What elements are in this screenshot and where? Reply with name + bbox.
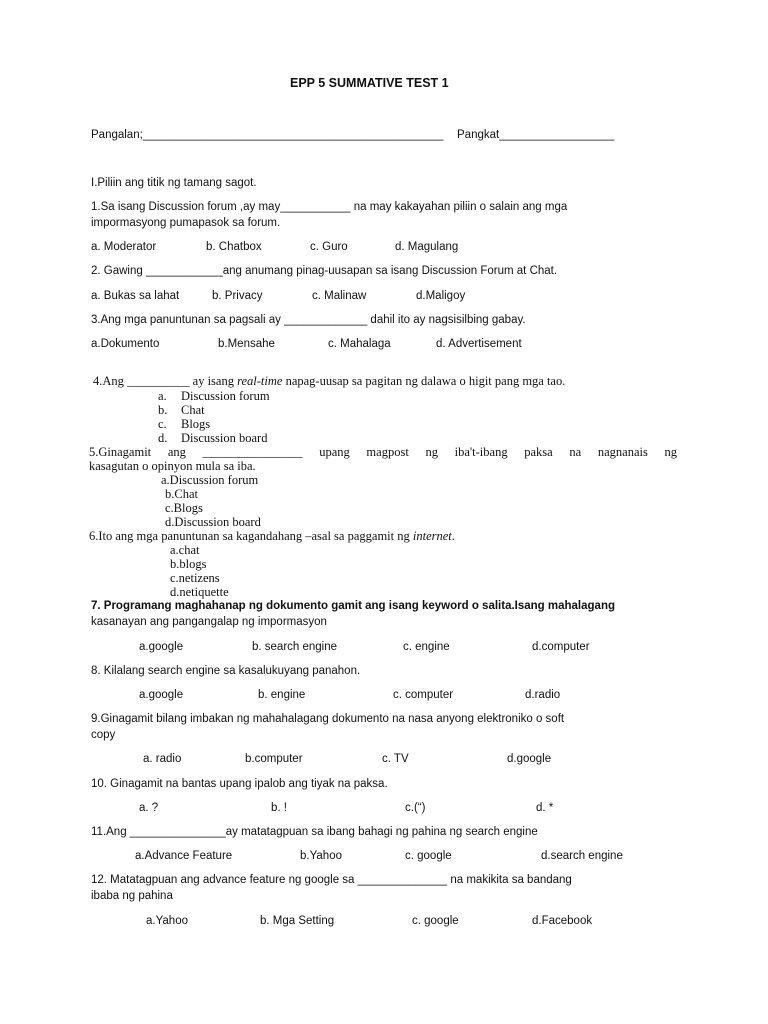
question-11-option-d: d.search engine <box>541 850 623 862</box>
question-2-line-1: 2. Gawing ____________ang anumang pinag-uusapan sa isang Discussion Forum at Chat. <box>91 265 558 277</box>
question-11-option-c: c. google <box>405 850 452 862</box>
question-1-option-a: a. Moderator <box>91 241 157 253</box>
question-7-line-1: 7. Programang maghahanap ng dokumento gamit ang isang keyword o salita.Isang mahalagang <box>91 600 615 612</box>
question-4-line-1 <box>93 374 565 388</box>
question-1-line-2: impormasyong pumapasok sa forum. <box>91 217 281 229</box>
question-10-option-d: d. * <box>536 802 554 814</box>
question-4-option-c: Blogs <box>181 417 211 431</box>
question-8-option-c: c. computer <box>393 689 454 701</box>
question-1-option-b: b. Chatbox <box>206 241 262 253</box>
question-1-option-c: c. Guro <box>310 241 348 253</box>
question-4-text-b: napag-uusap sa pagitan ng dalawa o higit pang mga tao. <box>282 374 566 388</box>
question-10-line-1: 10. Ginagamit na bantas upang ipalob ang tiyak na paksa. <box>91 778 388 790</box>
question-9-option-d: d.google <box>507 753 552 765</box>
question-8-option-d: d.radio <box>525 689 561 701</box>
question-6-option-d: d.netiquette <box>170 585 229 599</box>
question-12-option-a: a.Yahoo <box>146 915 188 927</box>
question-11-line-1: 11.Ang _______________ay matatagpuan sa ibang bahagi ng pahina ng search engine <box>91 826 538 838</box>
question-7-option-c: c. engine <box>403 641 450 653</box>
question-6-option-a: a.chat <box>170 543 200 557</box>
question-11-option-b: b.Yahoo <box>300 850 342 862</box>
question-2-option-d: d.Maligoy <box>416 290 466 302</box>
question-5-option-d: d.Discussion board <box>165 515 261 529</box>
question-12-option-d: d.Facebook <box>532 915 593 927</box>
question-4-option-b-letter: b. <box>158 403 168 417</box>
question-4-option-a-letter: a. <box>158 389 167 403</box>
question-7-option-d: d.computer <box>532 641 590 653</box>
question-6-text-b: . <box>451 529 455 543</box>
question-4-text-a: 4.Ang __________ ay isang <box>93 374 238 388</box>
question-2-option-b: b. Privacy <box>212 290 263 302</box>
question-7-option-a: a.google <box>139 641 184 653</box>
question-3-line-1: 3.Ang mga panuntunan sa pagsali ay _____________ dahil ito ay nagsisilbing gabay. <box>91 314 526 326</box>
section-field-line: Pangkat__________________ <box>457 129 615 141</box>
name-field-line: Pangalan;_______________________________________________ <box>91 129 444 141</box>
question-5-line-1: 5.Ginagamit ang ________________ upang magpost ng iba't-ibang paksa na nagnanais ng <box>89 445 677 459</box>
question-5-option-a: a.Discussion forum <box>161 473 259 487</box>
question-5-option-b: b.Chat <box>165 487 198 501</box>
question-4-option-d: Discussion board <box>181 431 268 445</box>
question-5-line-2: kasagutan o opinyon mula sa iba. <box>89 459 256 473</box>
question-10-option-a: a. ? <box>139 802 159 814</box>
question-6-option-b: b.blogs <box>170 557 207 571</box>
question-2-option-c: c. Malinaw <box>312 290 367 302</box>
question-3-option-d: d. Advertisement <box>436 338 522 350</box>
question-12-option-c: c. google <box>412 915 459 927</box>
question-4-option-b: Chat <box>181 403 205 417</box>
question-4-option-a: Discussion forum <box>181 389 270 403</box>
question-11-option-a: a.Advance Feature <box>135 850 233 862</box>
question-8-option-b: b. engine <box>258 689 306 701</box>
question-9-option-c: c. TV <box>382 753 409 765</box>
question-10-option-c: c.(“) <box>405 802 426 814</box>
question-9-line-1: 9.Ginagamit bilang imbakan ng mahahalagang dokumento na nasa anyong elektroniko o soft <box>91 713 565 725</box>
instruction: I.Piliin ang titik ng tamang sagot. <box>91 177 257 189</box>
question-12-line-1: 12. Matatagpuan ang advance feature ng google sa ______________ na makikita sa bandang <box>91 874 572 886</box>
question-8-option-a: a.google <box>139 689 184 701</box>
question-6-text-a: 6.Ito ang mga panuntunan sa kagandahang –asal sa paggamit ng <box>89 529 413 543</box>
question-6-option-c: c.netizens <box>170 571 220 585</box>
page-title: EPP 5 SUMMATIVE TEST 1 <box>290 76 449 90</box>
question-3-option-c: c. Mahalaga <box>328 338 391 350</box>
question-9-option-a: a. radio <box>143 753 182 765</box>
question-4-italic-term: real-time <box>237 374 283 388</box>
question-12-option-b: b. Mga Setting <box>260 915 335 927</box>
question-5-option-c: c.Blogs <box>165 501 203 515</box>
question-7-line-2: kasanayan ang pangangalap ng impormasyon <box>91 616 327 628</box>
question-4-option-d-letter: d. <box>158 431 168 445</box>
question-8-line-1: 8. Kilalang search engine sa kasalukuyang panahon. <box>91 665 361 677</box>
question-3-option-a: a.Dokumento <box>91 338 160 350</box>
question-1-line-1: 1.Sa isang Discussion forum ,ay may___________ na may kakayahan piliin o salain ang mga <box>91 201 568 213</box>
question-6-italic-term: internet <box>412 529 452 543</box>
question-3-option-b: b.Mensahe <box>218 338 275 350</box>
question-10-option-b: b. ! <box>271 802 287 814</box>
question-12-line-2: ibaba ng pahina <box>91 890 173 902</box>
question-1-option-d: d. Magulang <box>395 241 459 253</box>
question-2-option-a: a. Bukas sa lahat <box>91 290 180 302</box>
question-4-option-c-letter: c. <box>158 417 167 431</box>
question-7-option-b: b. search engine <box>252 641 338 653</box>
question-9-option-b: b.computer <box>245 753 303 765</box>
question-9-line-2: copy <box>91 729 116 741</box>
question-6-line-1 <box>89 529 455 543</box>
